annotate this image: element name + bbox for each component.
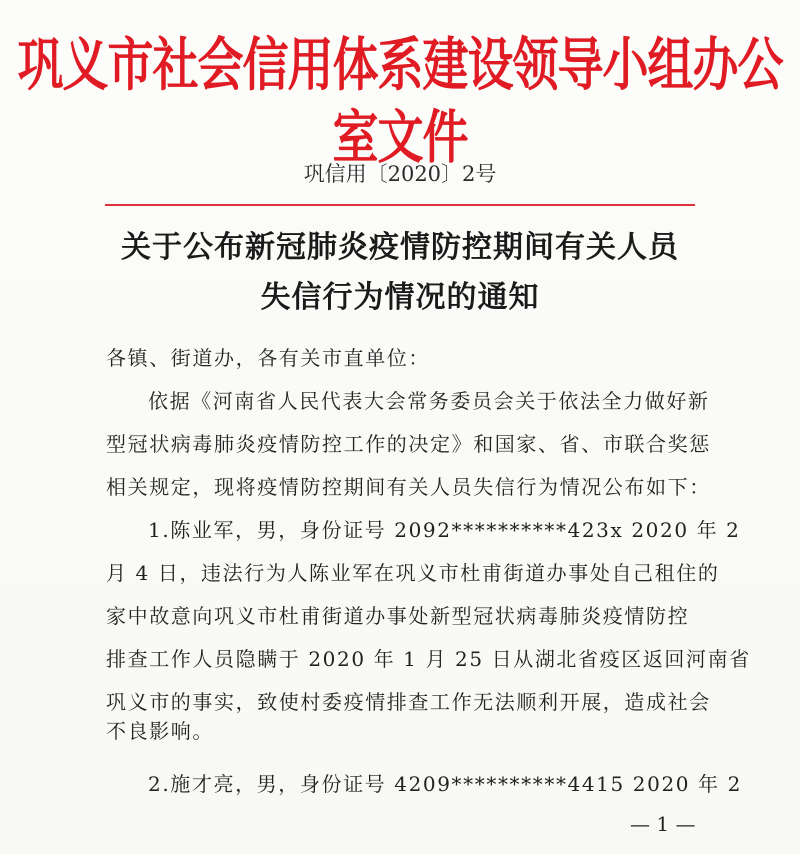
intro-line: 相关规定，现将疫情防控期间有关人员失信行为情况公布如下：	[106, 475, 711, 499]
case1-line: 1.陈业军，男，身份证号 2092**********423x 2020 年 2	[148, 518, 741, 542]
case1-line: 家中故意向巩义市杜甫街道办事处新型冠状病毒肺炎疫情防控	[106, 604, 690, 628]
case2-line: 2.施才亮，男，身份证号 4209**********4415 2020 年 2	[148, 772, 742, 796]
intro-line: 依据《河南省人民代表大会常务委员会关于依法全力做好新	[148, 389, 710, 413]
salutation: 各镇、街道办，各有关市直单位：	[106, 346, 430, 370]
case1-line: 排查工作人员隐瞒于 2020 年 1 月 25 日从湖北省疫区返回河南省	[106, 647, 751, 671]
intro-line: 型冠状病毒肺炎疫情防控工作的决定》和国家、省、市联合奖惩	[106, 432, 711, 456]
notice-title-line-1: 关于公布新冠肺炎疫情防控期间有关人员	[121, 230, 679, 265]
notice-title-line-2: 失信行为情况的通知	[260, 280, 540, 315]
red-separator-line	[105, 204, 695, 206]
page-number: — 1 —	[630, 812, 696, 836]
org-header-title: 巩义市社会信用体系建设领导小组办公室文件	[17, 30, 783, 171]
document-number: 巩信用〔2020〕2号	[303, 162, 497, 186]
case1-line: 不良影响。	[106, 719, 214, 743]
case1-line: 巩义市的事实，致使村委疫情排查工作无法顺利开展，造成社会	[106, 690, 711, 714]
case1-line: 月 4 日，违法行为人陈业军在巩义市杜甫街道办事处自己租住的	[106, 561, 720, 585]
